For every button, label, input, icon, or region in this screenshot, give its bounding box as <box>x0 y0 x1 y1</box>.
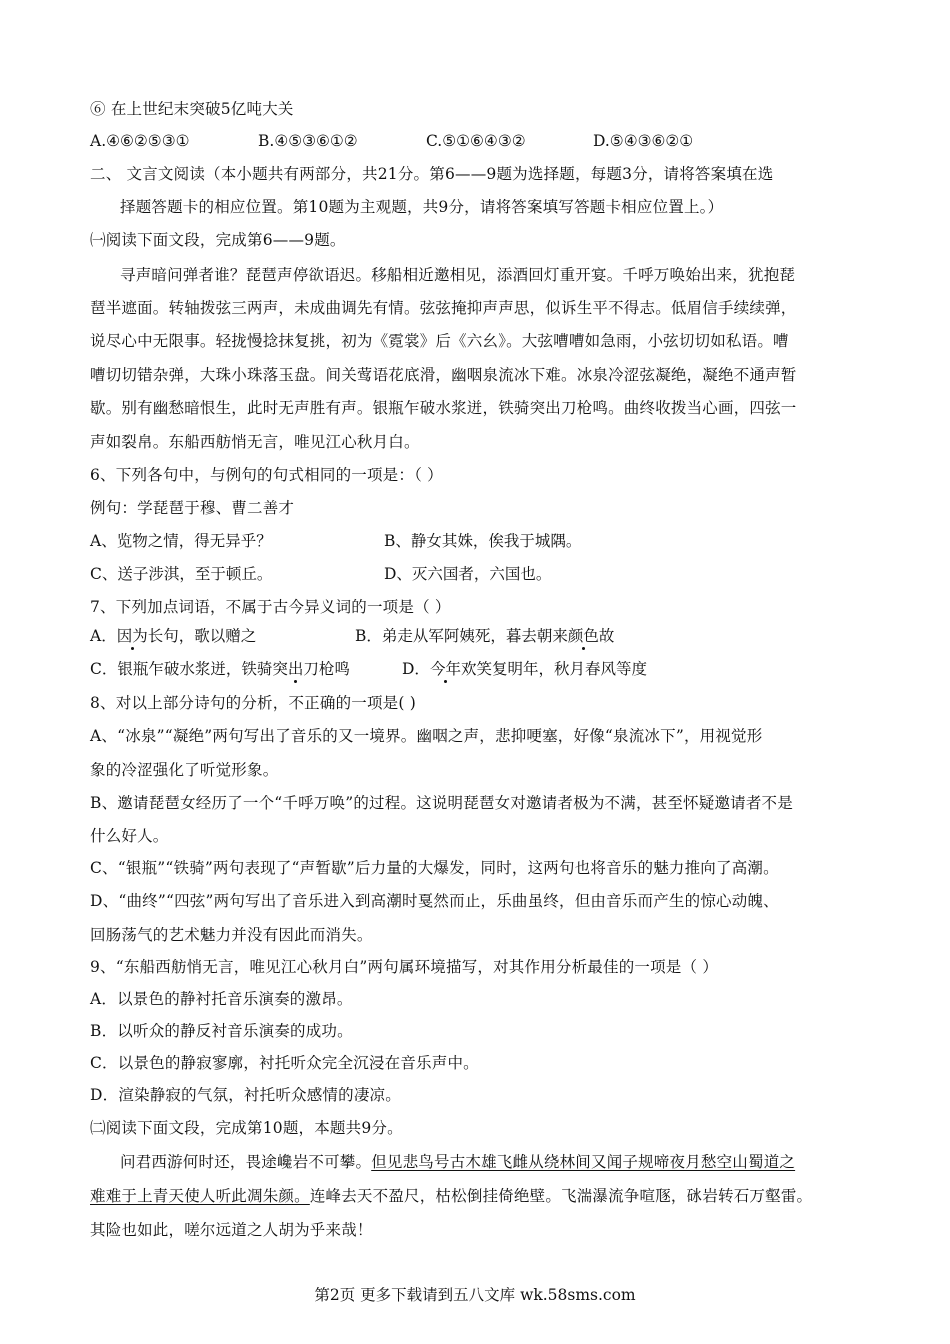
passage-line: 其险也如此，嗟尔远道之人胡为乎来哉！ <box>90 1221 373 1239</box>
q8-option-d: D、“曲终”“四弦”两句写出了音乐进入到高潮时戛然而止，乐曲虽终，但由音乐而产生的惊心动魄、 <box>90 892 779 910</box>
answer-option-b: B.④⑤③⑥①② <box>258 132 358 150</box>
q8-option-b-cont: 什么好人。 <box>90 827 169 845</box>
q8-option-b: B、邀请琵琶女经历了一个“千呼万唤”的过程。这说明琵琶女对邀请者极为不满，甚至怀疑邀请者不是 <box>90 794 793 812</box>
answer-option-c: C.⑤①⑥④③② <box>426 132 526 150</box>
example-sentence: 例句：学琵琶于穆、曹二善才 <box>90 499 295 517</box>
passage-line: 问君西游何时还，畏途巉岩不可攀。但见悲鸟号古木雄飞雌从绕林间又闻子规啼夜月愁空山蜀道之 <box>120 1153 796 1171</box>
q9-option-a: A．以景色的静衬托音乐演奏的激昂。 <box>90 990 353 1008</box>
question-9: 9、“东船西舫悄无言，唯见江心秋月白”两句属环境描写，对其作用分析最佳的一项是（ ） <box>90 958 719 976</box>
option-line-6: ⑥ 在上世纪末突破5亿吨大关 <box>90 100 294 118</box>
poem-line: 琶半遮面。转轴拨弦三两声，未成曲调先有情。弦弦掩抑声声思，似诉生平不得志。低眉信手续续弹， <box>90 299 797 317</box>
poem-line: 说尽心中无限事。轻拢慢捻抹复挑，初为《霓裳》后《六幺》。大弦嘈嘈如急雨，小弦切切如私语。嘈 <box>90 332 789 350</box>
passage-line: 难难于上青天使人听此凋朱颜。连峰去天不盈尺，枯松倒挂倚绝壁。飞湍瀑流争喧豗，砯岩转石万壑雷。 <box>90 1187 813 1205</box>
dotted-word: 因为 <box>116 627 148 645</box>
page-footer: 第2页 更多下载请到五八文库 wk.58sms.com <box>314 1286 636 1304</box>
part-two-heading: ㈡阅读下面文段，完成第10题，本题共9分。 <box>90 1119 403 1137</box>
underlined-sentence: 难难于上青天使人听此凋朱颜。 <box>90 1187 310 1205</box>
q9-option-d: D．渲染静寂的气氛，衬托听众感情的凄凉。 <box>90 1086 401 1104</box>
q7-option-b: B．弟走从军阿姨死，暮去朝来颜色故 <box>355 627 615 645</box>
part-one-heading: ㈠阅读下面文段，完成第6——9题。 <box>90 231 346 249</box>
q8-option-c: C、“银瓶”“铁骑”两句表现了“声暂歇”后力量的大爆发，同时，这两句也将音乐的魅力推向了高潮。 <box>90 859 779 877</box>
question-8: 8、对以上部分诗句的分析，不正确的一项是( ) <box>90 694 416 712</box>
poem-line: 寻声暗问弹者谁？琵琶声停欲语迟。移船相近邀相见，添酒回灯重开宴。千呼万唤始出来，犹抱琵 <box>120 266 796 284</box>
q6-option-d: D、灭六国者，六国也。 <box>384 565 552 583</box>
answer-option-a: A.④⑥②⑤③① <box>90 132 190 150</box>
q9-option-c: C．以景色的静寂寥廓，衬托听众完全沉浸在音乐声中。 <box>90 1054 479 1072</box>
q8-option-d-cont: 回肠荡气的艺术魅力并没有因此而消失。 <box>90 926 373 944</box>
section-heading: 二、 文言文阅读（本小题共有两部分，共21分。第6——9题为选择题，每题3分，请将答案填在选 <box>90 165 774 183</box>
q6-option-b: B、静女其姝，俟我于城隅。 <box>384 532 582 550</box>
q8-option-a-cont: 象的冷涩强化了听觉形象。 <box>90 761 279 779</box>
dotted-word: 今年 <box>429 660 461 678</box>
poem-line: 歇。别有幽愁暗恨生，此时无声胜有声。银瓶乍破水浆迸，铁骑突出刀枪鸣。曲终收拨当心画，四弦一 <box>90 399 797 417</box>
q7-option-d: D．今年欢笑复明年，秋月春风等度 <box>402 660 647 678</box>
q8-option-a: A、“冰泉”“凝绝”两句写出了音乐的又一境界。幽咽之声，悲抑哽塞，好像“泉流冰下”，用视觉形 <box>90 727 763 745</box>
poem-line: 嘈切切错杂弹，大珠小珠落玉盘。间关莺语花底滑，幽咽泉流冰下难。冰泉冷涩弦凝绝，凝绝不通声暂 <box>90 366 797 384</box>
q7-option-c: C．银瓶乍破水浆迸，铁骑突出刀枪鸣 <box>90 660 350 678</box>
dotted-word: 颜色 <box>567 627 599 645</box>
dotted-word: 出 <box>287 660 304 678</box>
q6-option-a: A、览物之情，得无异乎？ <box>90 532 272 550</box>
section-heading-cont: 择题答题卡的相应位置。第10题为主观题，共9分，请将答案填写答题卡相应位置上。） <box>120 198 724 216</box>
q6-option-c: C、送子涉淇，至于顿丘。 <box>90 565 273 583</box>
q7-option-a: A．因为长句，歌以赠之 <box>90 627 257 645</box>
question-7: 7、下列加点词语，不属于古今异义词的一项是（ ） <box>90 598 451 616</box>
answer-option-d: D.⑤④③⑥②① <box>593 132 694 150</box>
underlined-sentence: 但见悲鸟号古木雄飞雌从绕林间又闻子规啼夜月愁空山蜀道之 <box>371 1153 796 1171</box>
question-6: 6、下列各句中，与例句的句式相同的一项是：（ ） <box>90 466 443 484</box>
poem-line: 声如裂帛。东船西舫悄无言，唯见江心秋月白。 <box>90 433 420 451</box>
q9-option-b: B．以听众的静反衬音乐演奏的成功。 <box>90 1022 353 1040</box>
